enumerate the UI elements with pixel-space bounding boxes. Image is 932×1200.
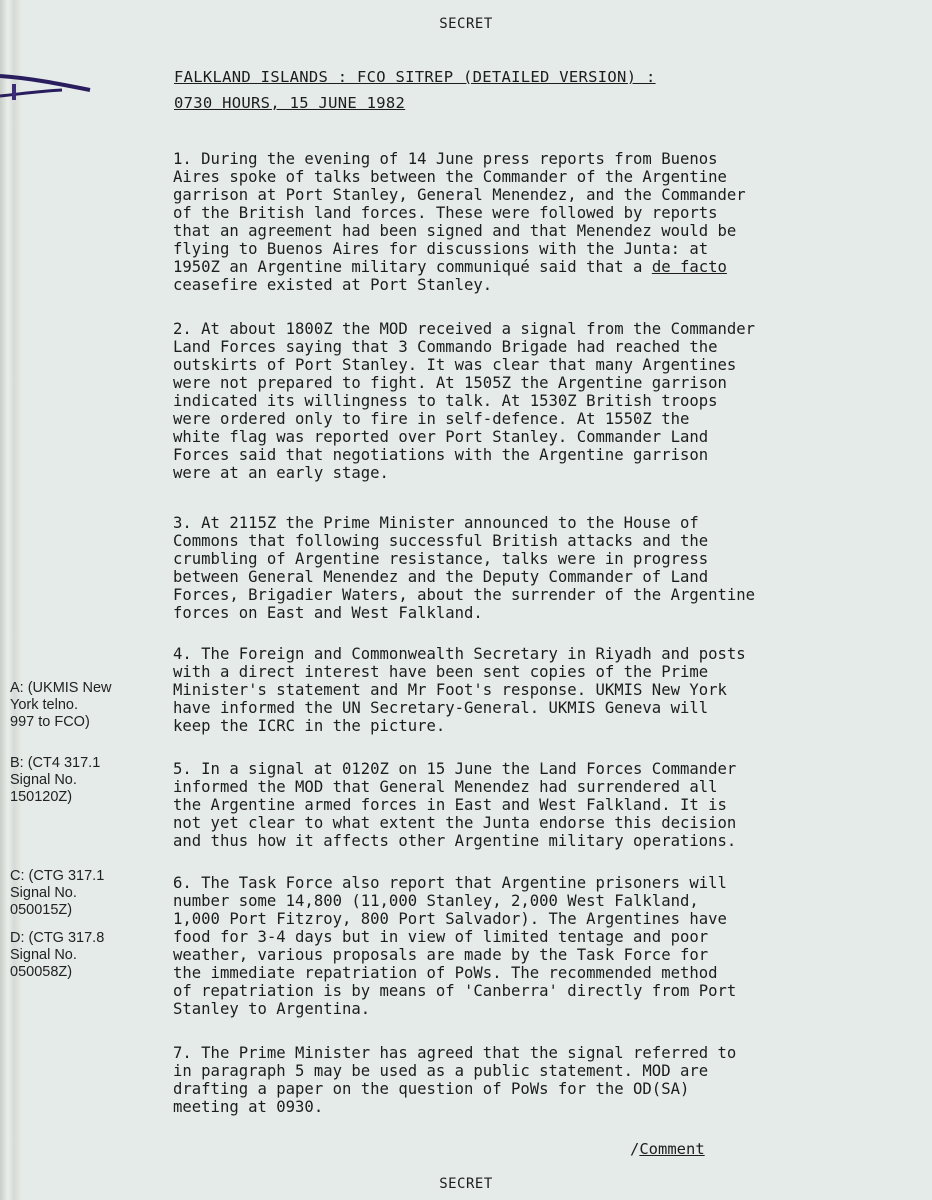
paragraph-3: 3. At 2115Z the Prime Minister announced to the House of Commons that following successful British attacks and the crumbling of Argentine resistance, talks were in progress between General Menendez and the Deputy Commander of Land Forces, Brigadier Waters, about the surrender of the Argentine forces on East and West Falkland. — [173, 514, 756, 622]
paragraph-7: 7. The Prime Minister has agreed that the signal referred to in paragraph 5 may be used as a public statement. MOD are drafting a paper on the question of PoWs for the OD(SA) meeting at 0930. — [173, 1044, 737, 1116]
paragraph-1 — [173, 150, 863, 294]
margin-note-a: A: (UKMIS New York telno. 997 to FCO) — [10, 680, 112, 730]
paragraph-2: 2. At about 1800Z the MOD received a signal from the Commander Land Forces saying that 3 Commando Brigade had reached the outskirts of Port Stanley. It was clear that many Argentines were not prepared to fight. At 1505Z the Argentine garrison indicated its willingness to talk. At 1530Z British troops were ordered only to fire in self-defence. At 1550Z the white flag was reported over Port Stanley. Commander Land Forces said that negotiations with the Argentine garrison were at an early stage. — [173, 320, 756, 482]
margin-note-c: C: (CTG 317.1 Signal No. 050015Z) — [10, 868, 105, 918]
paragraph-1-text-a: 1. During the evening of 14 June press reports from Buenos Aires spoke of talks between the Commander of the Argentine garrison at Port Stanley, General Menendez, and the Commander of the British land forces. These were followed by reports that an agreement had been signed and that Menendez would be flying to Buenos Aires for discussions with the Junta: at 1950Z an Argentine military communiqué said that a — [173, 150, 746, 276]
margin-note-d: D: (CTG 317.8 Signal No. 050058Z) — [10, 930, 105, 980]
continuation-word: Comment — [639, 1140, 705, 1158]
treasury-tag-icon — [0, 70, 95, 110]
paper-left-edge — [0, 0, 22, 1200]
classification-bottom: SECRET — [439, 1176, 493, 1192]
continuation-slash: / — [630, 1140, 640, 1158]
classification-top: SECRET — [439, 16, 493, 32]
paragraph-6: 6. The Task Force also report that Argentine prisoners will number some 14,800 (11,000 Stanley, 2,000 West Falkland, 1,000 Port Fitzroy, 800 Port Salvador). The Argentines have food for 3-4 days but in view of limited tentage and poor weather, various proposals are made by the Task Force for the immediate repatriation of PoWs. The recommended method of repatriation is by means of 'Canberra' directly from Port Stanley to Argentina. — [173, 874, 737, 1018]
paragraph-1-underlined: de facto — [651, 258, 727, 276]
continuation-marker — [630, 1140, 705, 1158]
margin-note-b: B: (CT4 317.1 Signal No. 150120Z) — [10, 755, 101, 805]
heading-date: 0730 HOURS, 15 JUNE 1982 — [174, 94, 406, 112]
paragraph-1-text-b: ceasefire existed at Port Stanley. — [173, 276, 493, 294]
heading-title: FALKLAND ISLANDS : FCO SITREP (DETAILED VERSION) : — [174, 68, 656, 86]
paragraph-5: 5. In a signal at 0120Z on 15 June the Land Forces Commander informed the MOD that General Menendez had surrendered all the Argentine armed forces in East and West Falkland. It is not yet clear to what extent the Junta endorse this decision and thus how it affects other Argentine military operations. — [173, 760, 737, 850]
paragraph-4: 4. The Foreign and Commonwealth Secretary in Riyadh and posts with a direct interest have been sent copies of the Prime Minister's statement and Mr Foot's response. UKMIS New York have informed the UN Secretary-General. UKMIS Geneva will keep the ICRC in the picture. — [173, 645, 746, 735]
